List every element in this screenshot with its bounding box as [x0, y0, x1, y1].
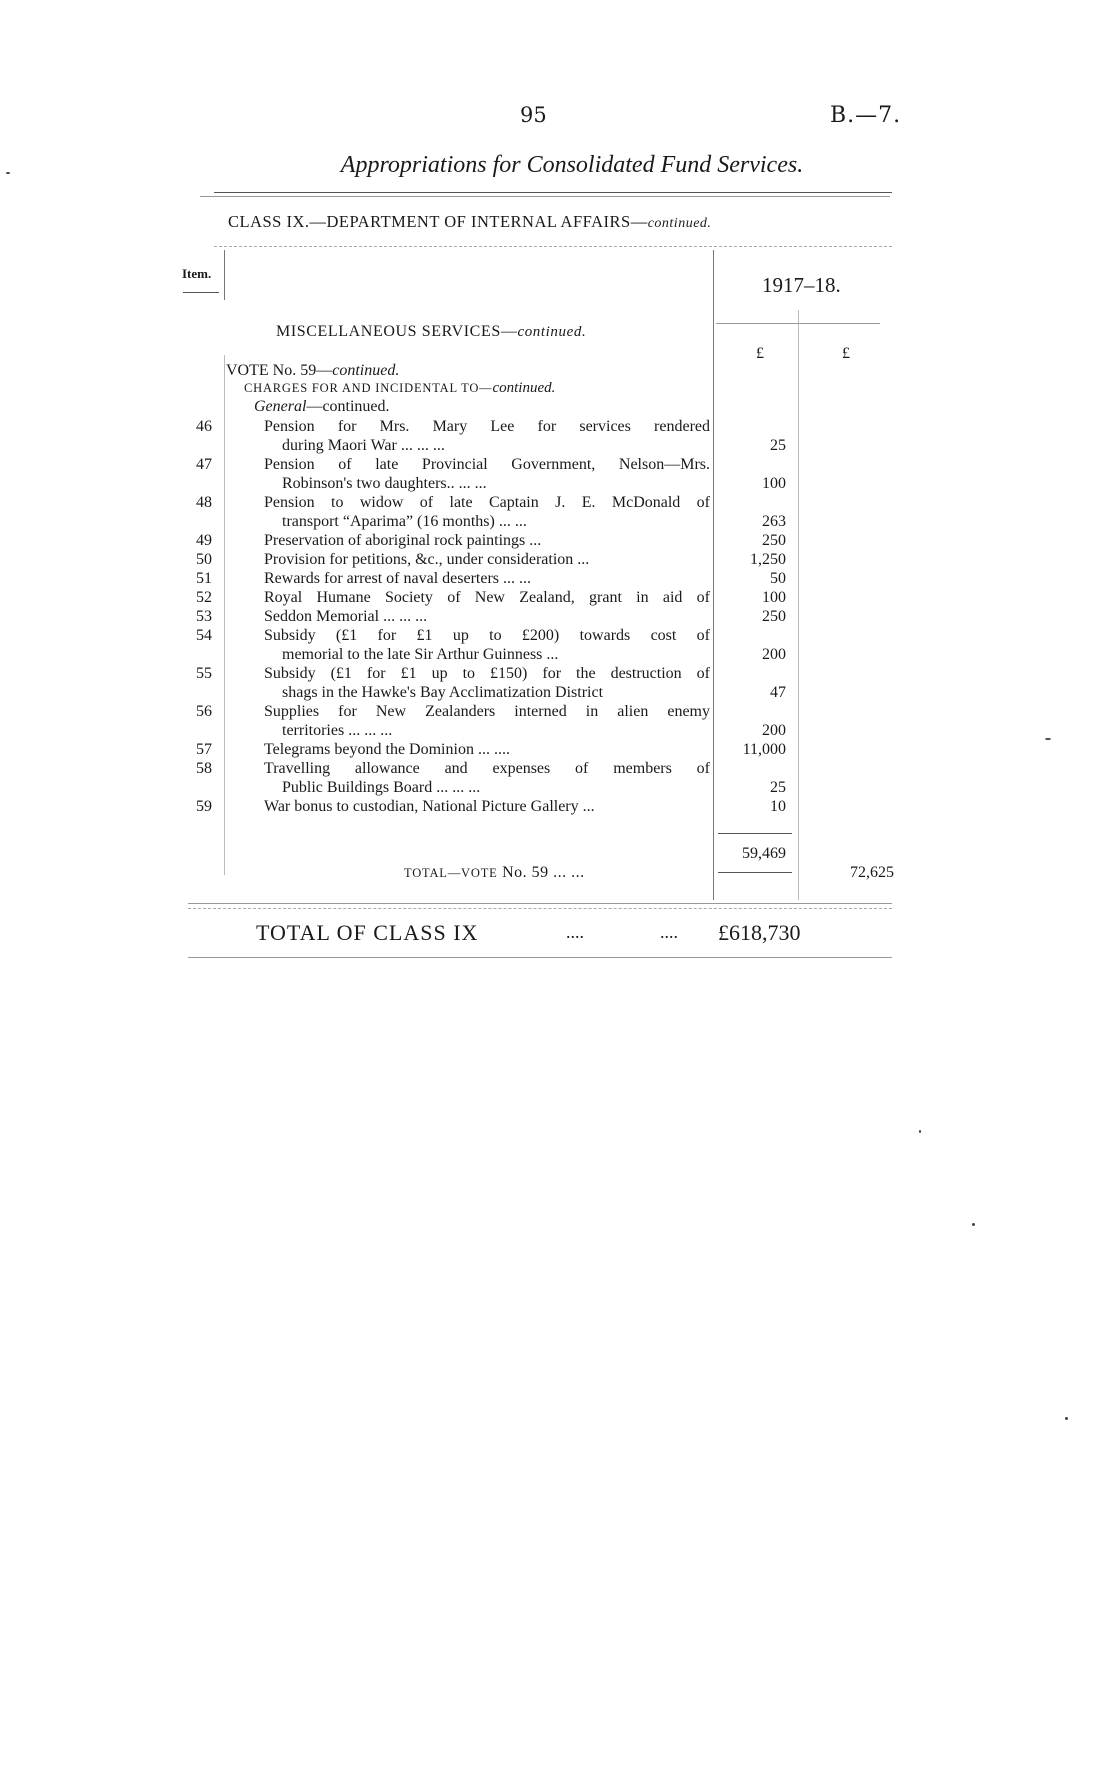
class-total-amount: £618,730	[718, 920, 801, 945]
item-number: 54	[196, 627, 212, 644]
item-number: 56	[196, 703, 212, 720]
charges-heading-main: CHARGES FOR AND INCIDENTAL TO—	[244, 381, 493, 395]
item-description: Telegrams beyond the Dominion ... ....	[264, 741, 510, 758]
scan-speck	[1045, 738, 1051, 740]
item-description: memorial to the late Sir Arthur Guinness ...	[282, 646, 559, 663]
vote-heading-main: VOTE No. 59—	[226, 362, 333, 379]
total-vote-label-prefix: TOTAL—VOTE	[404, 866, 498, 880]
year-header-underline	[716, 323, 880, 324]
item-description: territories ... ... ...	[282, 722, 393, 739]
item-amount: 47	[770, 684, 786, 701]
table-row	[0, 475, 1114, 494]
total-vote-amount: 72,625	[850, 864, 894, 881]
item-description: Supplies for New Zealanders interned in alien enemy	[264, 703, 710, 720]
item-description: Subsidy (£1 for £1 up to £150) for the destruction of	[264, 665, 710, 682]
scan-speck	[919, 1130, 921, 1133]
document-reference: B.—7.	[830, 103, 902, 128]
table-row	[0, 646, 1114, 665]
subtotal-amount: 59,469	[742, 845, 786, 862]
item-description: Preservation of aboriginal rock paintings ...	[264, 532, 542, 549]
class-total-label: TOTAL OF CLASS IX	[256, 920, 479, 945]
item-number: 59	[196, 798, 212, 815]
item-number: 55	[196, 665, 212, 682]
item-number: 57	[196, 741, 212, 758]
table-row	[0, 551, 1114, 570]
item-number: 51	[196, 570, 212, 587]
table-row	[0, 608, 1114, 627]
item-description: Provision for petitions, &c., under consideration ...	[264, 551, 590, 568]
item-amount: 200	[762, 722, 786, 739]
item-number: 53	[196, 608, 212, 625]
item-amount: 250	[762, 532, 786, 549]
item-amount: 10	[770, 798, 786, 815]
item-number: 50	[196, 551, 212, 568]
item-description: transport “Aparima” (16 months) ... ...	[282, 513, 527, 530]
scan-speck	[6, 172, 10, 174]
item-column-header: Item.	[182, 266, 212, 281]
class-heading-main: CLASS IX.—DEPARTMENT OF INTERNAL AFFAIRS—	[228, 212, 648, 231]
item-description: during Maori War ... ... ...	[282, 437, 445, 454]
table-row	[0, 722, 1114, 741]
class-heading	[228, 212, 711, 232]
item-description: shags in the Hawke's Bay Acclimatization District	[282, 684, 604, 701]
charges-heading	[244, 380, 555, 397]
table-row	[0, 627, 1114, 646]
item-description: Public Buildings Board ... ... ...	[282, 779, 481, 796]
table-row	[0, 570, 1114, 589]
section-heading	[276, 323, 586, 341]
subtotal-rule	[718, 833, 792, 834]
item-header-underline	[183, 292, 219, 293]
table-row	[0, 589, 1114, 608]
table-row	[0, 513, 1114, 532]
item-description: War bonus to custodian, National Picture Gallery ...	[264, 798, 595, 815]
item-number: 58	[196, 760, 212, 777]
item-number: 46	[196, 418, 212, 435]
table-row	[0, 779, 1114, 798]
item-description: Pension to widow of late Captain J. E. McDonald of	[264, 494, 710, 511]
item-description: Seddon Memorial ... ... ...	[264, 608, 428, 625]
item-number: 47	[196, 456, 212, 473]
currency-header-col1: £	[756, 345, 764, 362]
table-row	[0, 437, 1114, 456]
item-description: Pension for Mrs. Mary Lee for services rendered	[264, 418, 710, 435]
vote-heading	[226, 362, 399, 380]
item-amount: 200	[762, 646, 786, 663]
item-amount: 250	[762, 608, 786, 625]
table-row	[0, 418, 1114, 437]
item-amount: 25	[770, 779, 786, 796]
charges-heading-suffix: continued.	[492, 380, 556, 396]
item-description: Rewards for arrest of naval deserters ... ...	[264, 570, 532, 587]
subtotal-rule	[718, 872, 792, 873]
total-vote-label-rest: No. 59 ... ...	[497, 864, 585, 881]
item-description: Robinson's two daughters.. ... ...	[282, 475, 487, 492]
item-amount: 50	[770, 570, 786, 587]
item-number: 49	[196, 532, 212, 549]
table-row	[0, 760, 1114, 779]
table-row	[0, 684, 1114, 703]
table-row	[0, 703, 1114, 722]
table-row	[0, 456, 1114, 475]
page-title: Appropriations for Consolidated Fund Services.	[340, 152, 804, 178]
scan-speck	[972, 1223, 975, 1226]
divider	[188, 957, 892, 958]
section-heading-main: MISCELLANEOUS SERVICES—	[276, 323, 518, 340]
total-vote-label	[404, 864, 585, 882]
divider	[188, 903, 892, 904]
divider	[214, 246, 892, 247]
class-total-leader: ....	[566, 922, 584, 942]
divider	[214, 192, 892, 193]
item-amount: 1,250	[750, 551, 786, 568]
table-row	[0, 665, 1114, 684]
item-description: Travelling allowance and expenses of members of	[264, 760, 710, 777]
general-heading	[254, 398, 390, 416]
table-row	[0, 494, 1114, 513]
class-heading-suffix: continued.	[647, 216, 712, 231]
item-description: Pension of late Provincial Government, Nelson—Mrs.	[264, 456, 710, 473]
table-row	[0, 532, 1114, 551]
scan-speck	[1065, 1417, 1068, 1420]
item-amount: 100	[762, 475, 786, 492]
page-number: 95	[520, 103, 547, 127]
general-heading-main: General	[254, 398, 307, 415]
vote-heading-suffix: continued.	[332, 362, 400, 379]
table-row	[0, 798, 1114, 817]
divider	[188, 908, 892, 909]
item-number: 48	[196, 494, 212, 511]
item-description: Subsidy (£1 for £1 up to £200) towards cost of	[264, 627, 710, 644]
item-amount: 25	[770, 437, 786, 454]
item-amount: 100	[762, 589, 786, 606]
currency-header-col2: £	[842, 345, 850, 362]
item-amount: 11,000	[742, 741, 786, 758]
divider	[200, 196, 890, 197]
general-heading-suffix: —continued.	[306, 398, 390, 415]
year-header: 1917–18.	[762, 273, 841, 297]
item-amount: 263	[762, 513, 786, 530]
section-heading-suffix: continued.	[517, 324, 587, 340]
class-total-leader: ....	[660, 922, 678, 942]
item-column-line	[224, 250, 225, 300]
table-row	[0, 741, 1114, 760]
item-description: Royal Humane Society of New Zealand, grant in aid of	[264, 589, 710, 606]
item-number: 52	[196, 589, 212, 606]
